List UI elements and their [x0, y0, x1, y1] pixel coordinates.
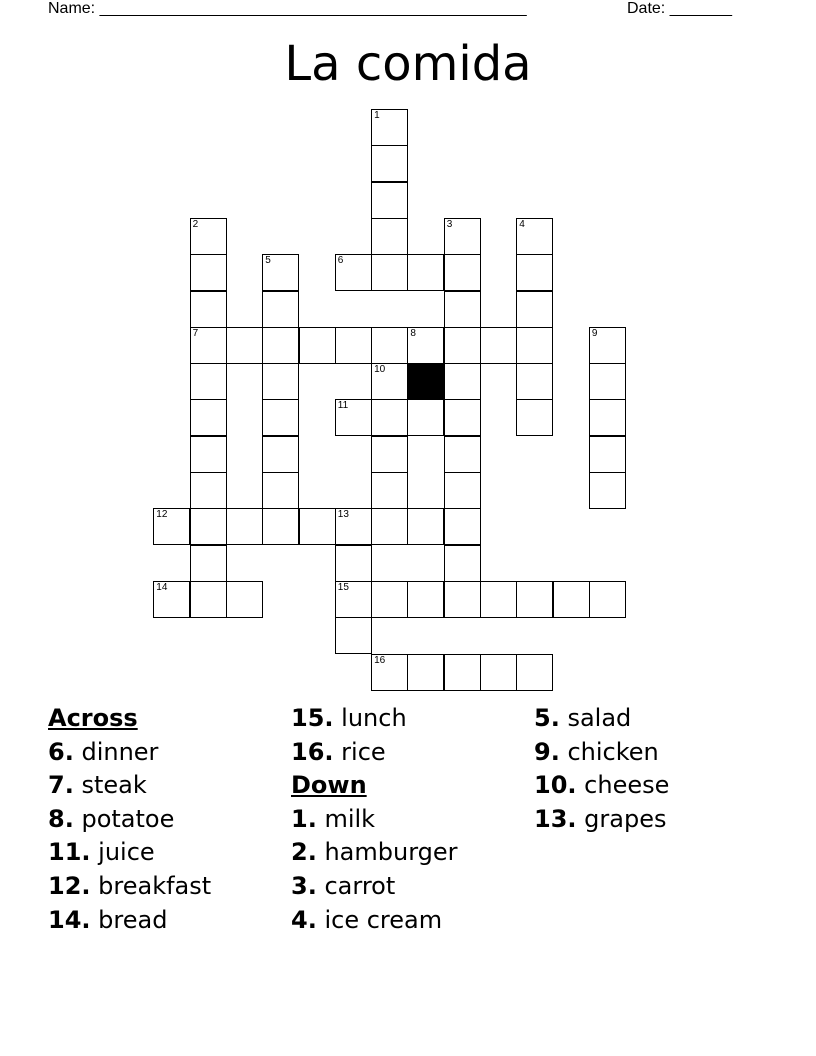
grid-cell[interactable] — [480, 654, 517, 691]
clue-number: 9 — [591, 327, 598, 339]
grid-cell[interactable] — [371, 363, 408, 400]
grid-cell[interactable] — [444, 218, 481, 255]
grid-cell[interactable] — [444, 436, 481, 473]
grid-cell[interactable] — [371, 145, 408, 182]
clue-text: breakfast — [98, 871, 212, 900]
clue-item — [48, 803, 211, 837]
clue-text: lunch — [341, 704, 407, 732]
clue-number-label: 5. — [534, 704, 560, 732]
grid-cell[interactable] — [407, 399, 444, 436]
clue-number: 12 — [156, 509, 168, 521]
grid-cell[interactable] — [335, 327, 372, 364]
clue-number: 1 — [374, 110, 380, 121]
clue-number-label: 10. — [534, 771, 577, 800]
clue-number: 6 — [337, 255, 344, 267]
grid-cell[interactable] — [444, 399, 481, 436]
clue-text: dinner — [81, 737, 159, 766]
clue-number-label: 13. — [534, 804, 577, 833]
clue-item — [534, 803, 669, 837]
clue-number: 14 — [156, 581, 168, 593]
clue-item — [291, 904, 458, 938]
clue-number: 4 — [519, 218, 525, 230]
grid-cell[interactable] — [444, 508, 481, 545]
grid-cell[interactable] — [371, 581, 408, 618]
clue-item — [48, 836, 211, 870]
grid-cell[interactable] — [299, 508, 336, 545]
clue-column-3 — [534, 702, 669, 836]
name-field: Name: ________________________________________________ — [48, 0, 527, 17]
clue-text: grapes — [584, 804, 667, 833]
grid-cell[interactable] — [407, 654, 444, 691]
grid-cell[interactable] — [262, 436, 299, 473]
grid-cell[interactable] — [516, 218, 553, 255]
grid-cell[interactable] — [153, 508, 190, 545]
clue-item — [48, 769, 211, 803]
grid-cell[interactable] — [335, 399, 372, 436]
grid-cell[interactable] — [516, 581, 553, 618]
grid-cell[interactable] — [371, 399, 408, 436]
clue-item — [534, 769, 669, 803]
clue-number-label: 6. — [48, 737, 74, 766]
grid-cell[interactable] — [335, 254, 372, 291]
clue-number-label: 11. — [48, 838, 91, 867]
clue-number-label: 7. — [48, 771, 74, 800]
page-title: La comida — [284, 36, 532, 92]
clue-number-label: 14. — [48, 905, 91, 934]
clue-number-label: 9. — [534, 737, 560, 766]
clue-number-label: 15. — [291, 704, 334, 732]
clue-text: juice — [98, 838, 155, 867]
grid-cell[interactable] — [516, 654, 553, 691]
grid-cell[interactable] — [444, 327, 481, 364]
grid-cell[interactable] — [589, 436, 626, 473]
grid-cell[interactable] — [299, 327, 336, 364]
grid-cell[interactable] — [516, 399, 553, 436]
clue-item — [291, 836, 458, 870]
clue-number: 3 — [446, 218, 453, 230]
grid-cell[interactable] — [153, 581, 190, 618]
grid-cell[interactable] — [589, 327, 626, 364]
clue-item — [48, 870, 211, 904]
clue-number-label: 2. — [291, 838, 317, 867]
clue-text: bread — [98, 905, 168, 934]
clue-number: 10 — [374, 364, 386, 376]
clue-number: 5 — [265, 255, 271, 267]
clue-item — [534, 736, 669, 770]
clue-heading: Down — [291, 771, 367, 800]
clue-text: salad — [567, 704, 632, 732]
clue-text: rice — [341, 737, 386, 766]
clue-text: steak — [81, 771, 147, 800]
clue-heading: Across — [48, 704, 138, 732]
clue-text: potatoe — [81, 804, 175, 833]
grid-cell[interactable] — [444, 581, 481, 618]
grid-cell[interactable] — [371, 182, 408, 219]
grid-cell[interactable] — [190, 581, 227, 618]
grid-cell[interactable] — [516, 327, 553, 364]
clue-number: 13 — [337, 509, 349, 521]
clue-number: 8 — [410, 327, 416, 339]
grid-cell[interactable] — [190, 399, 227, 436]
grid-cell[interactable] — [371, 508, 408, 545]
clue-item — [48, 904, 211, 938]
grid-cell[interactable] — [190, 436, 227, 473]
grid-cell[interactable] — [371, 327, 408, 364]
clue-column-2 — [291, 702, 458, 937]
grid-cell[interactable] — [335, 508, 372, 545]
clue-item — [534, 702, 669, 736]
grid-cell[interactable] — [262, 399, 299, 436]
grid-cell[interactable] — [335, 617, 372, 654]
clue-text: milk — [324, 804, 376, 833]
grid-cell[interactable] — [444, 363, 481, 400]
clue-text: cheese — [584, 771, 670, 800]
grid-cell[interactable] — [407, 327, 444, 364]
clue-item — [291, 870, 458, 904]
clue-number-label: 3. — [291, 871, 317, 900]
grid-cell[interactable] — [444, 472, 481, 509]
clue-number: 15 — [337, 581, 349, 593]
grid-cell[interactable] — [190, 508, 227, 545]
grid-cell[interactable] — [589, 363, 626, 400]
grid-cell[interactable] — [371, 654, 408, 691]
grid-cell[interactable] — [407, 581, 444, 618]
grid-cell[interactable] — [516, 363, 553, 400]
grid-cell[interactable] — [444, 545, 481, 582]
grid-cell[interactable] — [444, 654, 481, 691]
grid-cell[interactable] — [371, 218, 408, 255]
grid-cell[interactable] — [190, 472, 227, 509]
clue-item — [291, 803, 458, 837]
grid-cell[interactable] — [480, 581, 517, 618]
clue-number-label: 4. — [291, 905, 317, 934]
grid-cell[interactable] — [444, 254, 481, 291]
grid-cell[interactable] — [190, 218, 227, 255]
date-field: Date: _______ — [627, 0, 732, 17]
grid-cell[interactable] — [371, 254, 408, 291]
clue-column-1 — [48, 702, 211, 937]
clue-number-label: 16. — [291, 737, 334, 766]
grid-cell[interactable] — [262, 363, 299, 400]
grid-cell[interactable] — [190, 327, 227, 364]
clue-item — [48, 736, 211, 770]
grid-cell[interactable] — [262, 254, 299, 291]
grid-cell[interactable] — [262, 472, 299, 509]
clue-number-label: 1. — [291, 804, 317, 833]
grid-cell[interactable] — [407, 254, 444, 291]
black-cell — [407, 363, 444, 400]
grid-cell[interactable] — [190, 363, 227, 400]
clue-text: chicken — [567, 737, 659, 766]
clue-item — [291, 736, 458, 770]
grid-cell[interactable] — [335, 581, 372, 618]
grid-cell[interactable] — [553, 581, 590, 618]
grid-cell[interactable] — [335, 545, 372, 582]
clue-text: carrot — [324, 871, 396, 900]
clue-number: 16 — [374, 654, 386, 666]
clue-number-label: 12. — [48, 871, 91, 900]
grid-cell[interactable] — [371, 436, 408, 473]
grid-cell[interactable] — [190, 545, 227, 582]
clue-number-label: 8. — [48, 804, 74, 833]
clue-item — [291, 702, 458, 736]
grid-cell[interactable] — [589, 399, 626, 436]
grid-cell[interactable] — [516, 291, 553, 328]
clue-text: ice cream — [324, 905, 443, 934]
grid-cell[interactable] — [407, 508, 444, 545]
grid-cell[interactable] — [226, 508, 263, 545]
clue-number: 2 — [192, 218, 199, 230]
grid-cell[interactable] — [480, 327, 517, 364]
grid-cell[interactable] — [371, 472, 408, 509]
grid-cell[interactable] — [516, 254, 553, 291]
grid-cell[interactable] — [226, 581, 263, 618]
grid-cell[interactable] — [444, 291, 481, 328]
grid-cell[interactable] — [262, 327, 299, 364]
grid-cell[interactable] — [371, 109, 408, 146]
grid-cell[interactable] — [190, 254, 227, 291]
grid-cell[interactable] — [190, 291, 227, 328]
clue-text: hamburger — [324, 838, 458, 867]
grid-cell[interactable] — [262, 508, 299, 545]
clue-number: 7 — [192, 327, 199, 339]
clue-number: 11 — [337, 400, 349, 412]
grid-cell[interactable] — [226, 327, 263, 364]
grid-cell[interactable] — [589, 581, 626, 618]
grid-cell[interactable] — [262, 291, 299, 328]
grid-cell[interactable] — [589, 472, 626, 509]
